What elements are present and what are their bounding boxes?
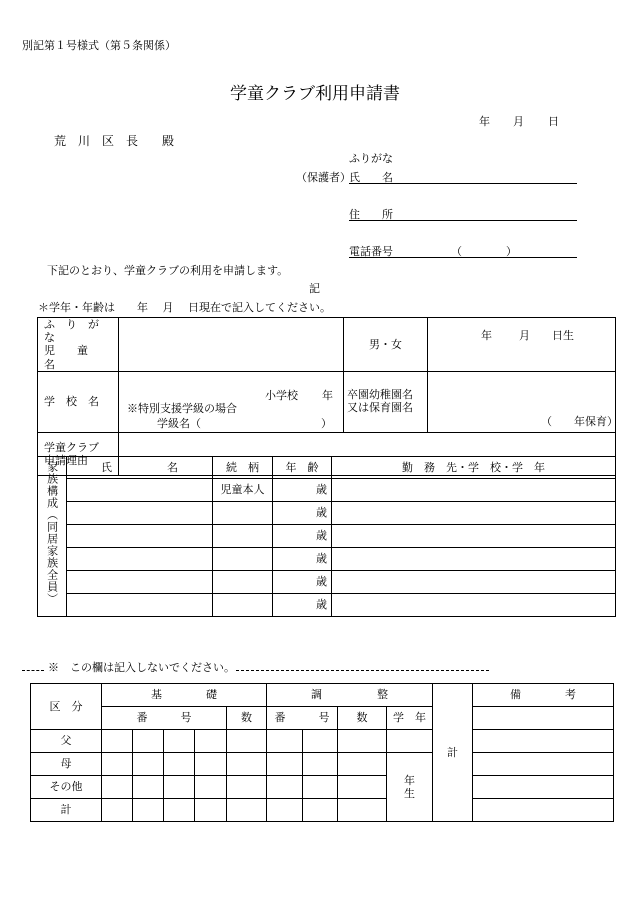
reason-label-line1: 学童クラブ	[44, 440, 99, 454]
sex-select[interactable]: 男・女	[344, 318, 428, 372]
kiso-cell[interactable]	[195, 799, 227, 822]
family-age-field[interactable]: 歳	[273, 479, 332, 502]
applicant-name-field[interactable]	[349, 183, 577, 184]
family-col-relation: 続 柄	[213, 457, 273, 479]
bikou-field[interactable]	[473, 799, 614, 822]
family-name-field[interactable]	[67, 502, 213, 525]
family-name-field[interactable]	[67, 525, 213, 548]
chousei-cell[interactable]	[303, 776, 338, 799]
table-row	[38, 571, 616, 594]
family-table	[37, 453, 616, 617]
kiso-cell[interactable]	[133, 799, 164, 822]
table-row	[31, 776, 614, 799]
birth-day: 日生	[552, 329, 574, 342]
row-label-total: 計	[31, 799, 102, 822]
reason-label-line2: 申請理由	[44, 453, 88, 467]
nursery-label-line2: 又は保育園名	[347, 400, 413, 414]
family-relation-field[interactable]	[213, 548, 273, 571]
nursery-field[interactable]	[428, 371, 616, 432]
notice-leader-right	[236, 670, 489, 671]
applicant-name-label: 氏 名	[349, 171, 393, 184]
family-side-label: 家族構成（同居家族全員）	[45, 461, 59, 605]
kiso-cell[interactable]	[164, 753, 195, 776]
table-row	[38, 594, 616, 617]
notice-leader-left	[22, 670, 44, 671]
chousei-cell[interactable]	[303, 730, 338, 753]
form-reference: 別記第１号様式（第５条関係）	[22, 39, 176, 52]
kei-column: 計	[433, 684, 473, 822]
address-label: 住 所	[349, 208, 393, 221]
family-work-field[interactable]	[332, 548, 616, 571]
birth-year: 年	[481, 329, 492, 342]
page-title: 学童クラブ利用申請書	[230, 84, 400, 104]
chousei-kazu-cell[interactable]	[338, 730, 387, 753]
chousei-cell[interactable]	[267, 753, 303, 776]
gakunen-nen: 年	[404, 773, 416, 787]
family-col-age: 年 齢	[273, 457, 332, 479]
chousei-header: 調 整	[267, 684, 433, 707]
family-age-field[interactable]: 歳	[273, 525, 332, 548]
age-note: ＊学年・年齢は 年 月 日現在で記入してください。	[38, 301, 331, 314]
table-row	[31, 730, 614, 753]
intro-text: 下記のとおり、学童クラブの利用を申請します。	[47, 264, 289, 277]
gakunen-cell[interactable]	[387, 753, 433, 822]
grade-label: 年	[322, 388, 333, 402]
date-month: 月	[513, 115, 524, 128]
table-row	[38, 502, 616, 525]
school-field[interactable]	[119, 371, 344, 432]
chousei-kazu-cell[interactable]	[338, 799, 387, 822]
family-name-field[interactable]	[67, 594, 213, 617]
child-furigana-label: ふ り が な	[44, 318, 110, 345]
kiso-cell[interactable]	[164, 730, 195, 753]
date-year: 年	[479, 115, 490, 128]
family-col-name: 氏 名	[67, 457, 213, 479]
chousei-bangou-header: 番 号	[267, 707, 338, 730]
chousei-kazu-cell[interactable]	[338, 776, 387, 799]
class-name-close: ）	[321, 416, 332, 430]
chousei-kazu-header: 数	[338, 707, 387, 730]
bikou-header: 備 考	[473, 684, 614, 707]
child-name-field[interactable]	[119, 318, 344, 372]
bikou-field[interactable]	[473, 753, 614, 776]
family-work-field[interactable]	[332, 479, 616, 502]
kiso-cell[interactable]	[102, 753, 133, 776]
kiso-kazu-cell[interactable]	[227, 753, 267, 776]
kiso-cell[interactable]	[133, 753, 164, 776]
row-label-other: その他	[31, 776, 102, 799]
family-relation-field[interactable]	[213, 594, 273, 617]
birthdate-field[interactable]	[428, 318, 616, 372]
office-use-table	[30, 683, 614, 822]
chousei-cell[interactable]	[303, 799, 338, 822]
family-relation-field[interactable]	[213, 525, 273, 548]
nursery-label-line1: 卒園幼稚園名	[347, 387, 413, 401]
kiso-kazu-cell[interactable]	[227, 776, 267, 799]
family-age-field[interactable]: 歳	[273, 548, 332, 571]
nursery-label-cell	[344, 371, 428, 432]
family-relation-field[interactable]	[213, 502, 273, 525]
family-work-field[interactable]	[332, 571, 616, 594]
child-name-label-cell	[38, 318, 119, 372]
kiso-cell[interactable]	[195, 753, 227, 776]
family-age-field[interactable]: 歳	[273, 502, 332, 525]
family-name-field[interactable]	[67, 479, 213, 502]
chousei-kazu-cell[interactable]	[338, 753, 387, 776]
nursery-years: （ 年保育）	[541, 414, 618, 428]
family-work-field[interactable]	[332, 594, 616, 617]
family-name-field[interactable]	[67, 548, 213, 571]
kiso-cell[interactable]	[102, 776, 133, 799]
table-row	[38, 548, 616, 571]
bikou-field[interactable]	[473, 776, 614, 799]
kiso-cell[interactable]	[102, 730, 133, 753]
kiso-bangou-header: 番 号	[102, 707, 227, 730]
gakunen-sei: 生	[404, 787, 416, 800]
row-label-father: 父	[31, 730, 102, 753]
gakunen-header: 学 年	[387, 707, 433, 730]
bikou-field[interactable]	[473, 730, 614, 753]
class-name-label: 学級名（	[157, 416, 201, 430]
kiso-cell[interactable]	[195, 730, 227, 753]
child-name-label: 児 童 名	[44, 344, 110, 371]
kiso-cell[interactable]	[133, 776, 164, 799]
child-info-table	[37, 317, 616, 476]
table-row	[38, 479, 616, 502]
applicant-furigana-label: ふりがな	[349, 152, 393, 165]
table-row	[38, 525, 616, 548]
family-name-field[interactable]	[67, 571, 213, 594]
special-class-note: ※特別支援学級の場合	[127, 401, 237, 415]
family-work-field[interactable]	[332, 502, 616, 525]
bikou-field[interactable]	[473, 707, 614, 730]
phone-label: 電話番号	[349, 245, 393, 258]
guardian-label: （保護者）	[296, 171, 351, 184]
kiso-cell[interactable]	[164, 776, 195, 799]
family-relation-field[interactable]	[213, 571, 273, 594]
kubun-header: 区 分	[31, 684, 102, 730]
kiso-cell[interactable]	[164, 799, 195, 822]
addressee: 荒 川 区 長 殿	[54, 134, 175, 148]
birth-month: 月	[519, 329, 530, 342]
school-label: 学 校 名	[38, 371, 119, 432]
family-col-work: 勤 務 先・学 校・学 年	[332, 457, 616, 479]
table-row	[31, 753, 614, 776]
chousei-cell[interactable]	[267, 799, 303, 822]
kiso-kazu-cell[interactable]	[227, 730, 267, 753]
family-relation-field[interactable]: 児童本人	[213, 479, 273, 502]
phone-paren-close: ）	[506, 245, 517, 258]
kiso-kazu-cell[interactable]	[227, 799, 267, 822]
family-work-field[interactable]	[332, 525, 616, 548]
date-day: 日	[548, 115, 559, 128]
kiso-cell[interactable]	[195, 776, 227, 799]
phone-paren-open: （	[451, 245, 462, 258]
office-notice: ※ この欄は記入しないでください。	[48, 661, 235, 674]
address-field[interactable]	[349, 220, 577, 221]
chousei-cell[interactable]	[303, 753, 338, 776]
chousei-cell[interactable]	[267, 776, 303, 799]
chousei-cell[interactable]	[267, 730, 303, 753]
family-side-label-cell	[38, 457, 67, 617]
phone-field[interactable]	[349, 257, 577, 258]
elementary-label: 小学校	[265, 388, 298, 402]
kiso-cell[interactable]	[102, 799, 133, 822]
kiso-header: 基 礎	[102, 684, 267, 707]
row-label-mother: 母	[31, 753, 102, 776]
ki-mark: 記	[309, 282, 320, 295]
gakunen-cell-blank[interactable]	[387, 730, 433, 753]
kiso-kazu-header: 数	[227, 707, 267, 730]
table-row	[31, 799, 614, 822]
family-age-field[interactable]: 歳	[273, 594, 332, 617]
kiso-cell[interactable]	[133, 730, 164, 753]
family-age-field[interactable]: 歳	[273, 571, 332, 594]
